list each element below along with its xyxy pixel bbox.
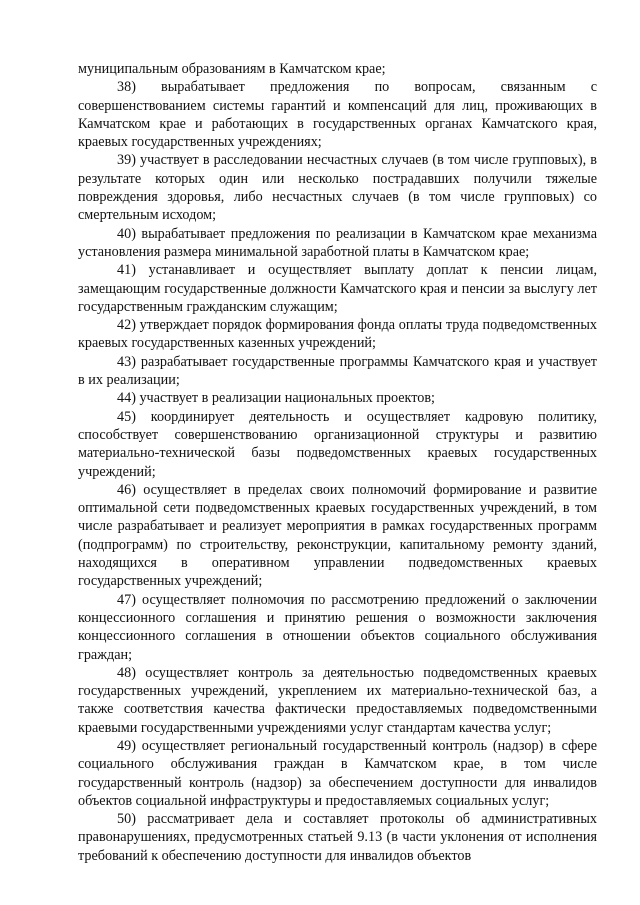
paragraph-item-38: 38) вырабатывает предложения по вопросам, связанным с совершенствованием системы гарантий и компенсаций для лиц, проживающих в Камчатском крае и работающих в государственных органах Камчатского края, краевых государственных учреждениях; bbox=[78, 79, 597, 151]
paragraph-item-42: 42) утверждает порядок формирования фонда оплаты труда подведомственных краевых государственных казенных учреждений; bbox=[78, 317, 597, 352]
paragraph-continuation: муниципальным образованиям в Камчатском крае; bbox=[78, 61, 386, 77]
paragraph-item-44: 44) участвует в реализации национальных проектов; bbox=[117, 390, 435, 407]
paragraph-item-39: 39) участвует в расследовании несчастных случаев (в том числе групповых), в результате которых один или несколько пострадавших получили тяжелые повреждения здоровья, либо несчастных случаев (в том числе групповых) со смертельным исходом; bbox=[78, 152, 597, 224]
paragraph-item-46: 46) осуществляет в пределах своих полномочий формирование и развитие оптимальной сети подведомственных краевых государственных учреждений, в том числе разрабатывает и реализует мероприятия в рамках государственных программ (подпрограмм) по строительству, реконструкции, капитальному ремонту зданий, находящихся в оперативном управлении подведомственных краевых государственных учреждений; bbox=[78, 481, 597, 590]
paragraph-item-45: 45) координирует деятельность и осуществляет кадровую политику, способствует совершенствованию организационной структуры и развитию материально-технической базы подведомственных краевых государственных учреждений; bbox=[78, 408, 597, 480]
paragraph-item-40: 40) вырабатывает предложения по реализации в Камчатском крае механизма установления размера минимальной заработной платы в Камчатском крае; bbox=[78, 225, 597, 260]
paragraph-item-50: 50) рассматривает дела и составляет протоколы об административных правонарушениях, предусмотренных статьей 9.13 (в части уклонения от исполнения требований к обеспечению доступности для инвалидов объектов bbox=[78, 811, 597, 864]
document-body bbox=[78, 60, 597, 865]
paragraph-item-47: 47) осуществляет полномочия по рассмотрению предложений о заключении концессионного соглашения и принятию решения о возможности заключения концессионного соглашения в отношении объектов социального обслуживания граждан; bbox=[78, 591, 597, 663]
paragraph-item-48: 48) осуществляет контроль за деятельностью подведомственных краевых государственных учреждений, укреплением их материально-технической баз, а также соответствия качества фактически предоставляемых подведомственными краевыми государственными учреждениями услуг стандартам качества услуг; bbox=[78, 664, 597, 736]
paragraph-item-49: 49) осуществляет региональный государственный контроль (надзор) в сфере социального обслуживания граждан в Камчатском крае, в том числе государственный контроль (надзор) за обеспечением доступности для инвалидов объектов социальной инфраструктуры и предоставляемых социальных услуг; bbox=[78, 737, 597, 809]
paragraph-item-43: 43) разрабатывает государственные программы Камчатского края и участвует в их реализации; bbox=[78, 353, 597, 389]
paragraph-item-41: 41) устанавливает и осуществляет выплату доплат к пенсии лицам, замещающим государственные должности Камчатского края и пенсии за выслугу лет государственным гражданским служащим; bbox=[78, 262, 597, 315]
